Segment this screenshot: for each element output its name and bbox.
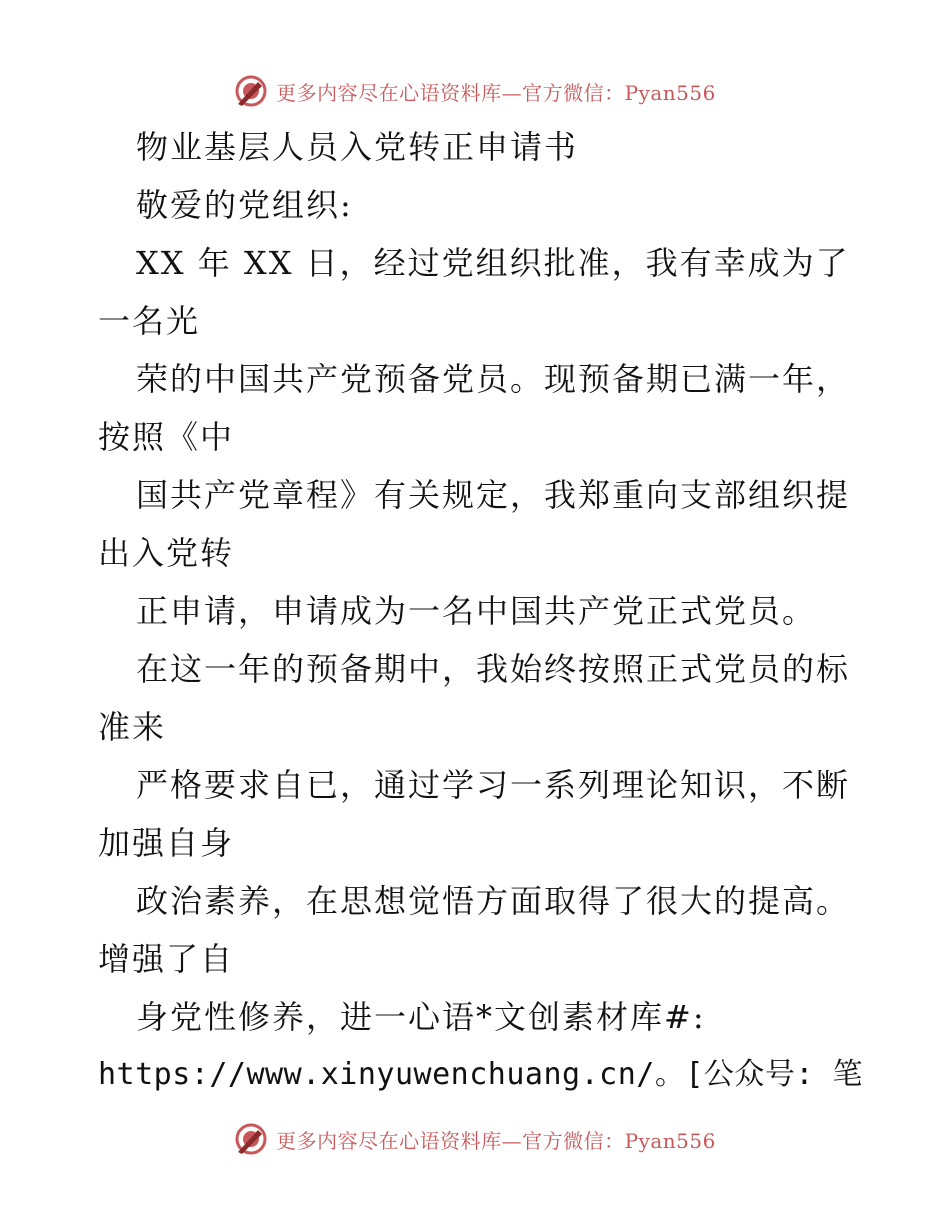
pen-logo-icon <box>234 1122 268 1156</box>
url-line: https://www.xinyuwenchuang.cn/。[公众号: 笔 <box>98 1057 864 1092</box>
text-line: 出入党转 <box>98 534 235 572</box>
text-line: XX 年 XX 日，经过党组织批准，我有幸成为了 <box>136 244 850 282</box>
text-line: 身党性修养，进一心语*文创素材库#: <box>136 998 706 1036</box>
text-line: 加强自身 <box>98 824 235 862</box>
text-line: 按照《中 <box>98 418 235 456</box>
footer-banner-text <box>276 1125 716 1154</box>
text-line: 一名光 <box>98 302 201 340</box>
footer-banner-main: 更多内容尽在心语资料库 <box>276 1128 502 1153</box>
header-banner-text <box>276 77 716 106</box>
text-line: 荣的中国共产党预备党员。现预备期已满一年， <box>136 360 851 398</box>
text-line: 正申请，申请成为一名中国共产党正式党员。 <box>136 592 817 630</box>
text-line: 严格要求自已，通过学习一系列理论知识，不断 <box>136 766 851 804</box>
footer-banner-wechat: 官方微信：Pyan556 <box>522 1128 716 1153</box>
pen-logo-icon <box>234 74 268 108</box>
page-header-banner <box>0 72 950 110</box>
document-body <box>98 118 888 1104</box>
page-footer-banner <box>0 1120 950 1158</box>
salutation: 敬爱的党组织: <box>136 186 353 224</box>
text-line: 政治素养，在思想觉悟方面取得了很大的提高。 <box>136 882 851 920</box>
text-line: 在这一年的预备期中，我始终按照正式党员的标 <box>136 650 851 688</box>
header-banner-main: 更多内容尽在心语资料库 <box>276 80 502 105</box>
text-line: 准来 <box>98 708 167 746</box>
text-line: 增强了自 <box>98 940 235 978</box>
footer-banner-dash: — <box>501 1128 523 1153</box>
header-banner-dash: — <box>501 80 523 105</box>
text-line: 国共产党章程》有关规定，我郑重向支部组织提 <box>136 476 851 514</box>
document-title: 物业基层人员入党转正申请书 <box>136 128 579 166</box>
header-banner-wechat: 官方微信：Pyan556 <box>522 80 716 105</box>
